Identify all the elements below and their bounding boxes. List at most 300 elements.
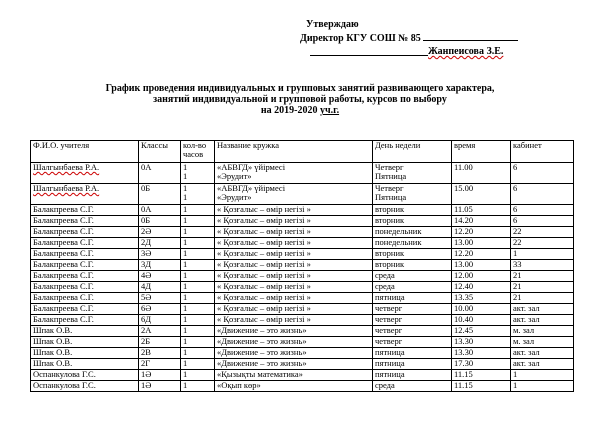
signature-line-top [423,31,518,41]
class-cell [139,348,181,359]
time-cell [452,238,511,249]
day-cell [373,184,452,205]
hours-cell [181,326,215,337]
document-title [0,83,600,116]
teacher-cell [31,282,139,293]
class-cell [139,326,181,337]
class-cell [139,249,181,260]
teacher-cell-text: Шпак О.В. [33,325,73,335]
hours-cell-text: 1 [183,325,188,335]
day-cell [373,216,452,227]
day-cell-text: пятница [375,358,405,368]
time-cell-text: 11.15 [454,380,473,390]
hours-cell [181,337,215,348]
time-cell-text: 12.20 [454,248,474,258]
club-cell [215,315,373,326]
class-cell-text: 6Д [141,314,152,324]
table-row [31,304,574,315]
table-row [31,293,574,304]
day-cell [373,337,452,348]
hours-cell [181,249,215,260]
hours-cell-text: 1 [183,303,188,313]
teacher-cell-text: Шпак О.В. [33,347,73,357]
room-cell [511,304,574,315]
room-cell-text: 21 [513,281,522,291]
teacher-cell-text: Балакпреева С.Г. [33,204,94,214]
teacher-cell [31,271,139,282]
class-cell-text: 2В [141,347,151,357]
club-cell [215,216,373,227]
hours-cell-text: 1 [183,183,188,193]
header-classes: Классы [139,141,181,163]
class-cell [139,315,181,326]
class-cell [139,337,181,348]
director-name: Жанпеисова З.Е. [428,46,504,57]
time-cell [452,370,511,381]
teacher-cell [31,260,139,271]
room-cell [511,381,574,392]
room-cell-text: 22 [513,237,522,247]
hours-cell-text: 1 [183,171,188,181]
time-cell-text: 13.35 [454,292,474,302]
hours-cell [181,271,215,282]
hours-cell [181,293,215,304]
table-row [31,184,574,205]
day-cell [373,205,452,216]
hours-cell [181,260,215,271]
room-cell-text: 6 [513,162,518,172]
header-teacher: Ф.И.О. учителя [31,141,139,163]
day-cell [373,227,452,238]
class-cell-text: 2Г [141,358,151,368]
approval-position-text: Директор КГУ СОШ № 85 [300,33,421,44]
room-cell-text: 22 [513,226,522,236]
club-cell-text: «АБВГД» үйірмесі [217,162,286,172]
club-cell [215,163,373,184]
club-cell-text: « Қозғалыс – өмір негізі » [217,248,311,258]
room-cell [511,348,574,359]
time-cell [452,205,511,216]
club-cell [215,238,373,249]
teacher-cell [31,337,139,348]
class-cell [139,370,181,381]
hours-cell-text: 1 [183,314,188,324]
room-cell-text: акт. зал [513,347,540,357]
room-cell [511,260,574,271]
class-cell [139,293,181,304]
hours-cell-text: 1 [183,248,188,258]
day-cell-text: пятница [375,292,405,302]
teacher-cell [31,216,139,227]
room-cell [511,337,574,348]
time-cell [452,381,511,392]
day-cell-text: вторник [375,215,405,225]
hours-cell-text: 1 [183,162,188,172]
club-cell-text: «Движение – это жизнь» [217,358,307,368]
room-cell-text: 6 [513,204,518,214]
class-cell [139,260,181,271]
teacher-cell-text: Балакпреева С.Г. [33,215,94,225]
title-line-2: занятий индивидуальной и групповой работы, курсов по выбору [153,94,447,105]
hours-cell [181,315,215,326]
header-club: Название кружка [215,141,373,163]
teacher-cell-text: Шпак О.В. [33,336,73,346]
time-cell [452,163,511,184]
class-cell-text: 2Б [141,336,151,346]
teacher-cell-text: Оспанкулова Г.С. [33,369,96,379]
club-cell [215,205,373,216]
class-cell [139,227,181,238]
table-row [31,163,574,184]
room-cell [511,370,574,381]
club-cell [215,381,373,392]
teacher-cell-text: Балакпреева С.Г. [33,259,94,269]
time-cell [452,304,511,315]
time-cell-text: 12.00 [454,270,474,280]
hours-cell-text: 1 [183,192,188,202]
teacher-cell [31,227,139,238]
class-cell-text: 4Д [141,281,152,291]
hours-cell [181,184,215,205]
day-cell [373,238,452,249]
room-cell [511,216,574,227]
header-hours-l1: кол-во [183,140,207,150]
club-cell [215,227,373,238]
table-row [31,337,574,348]
day-cell [373,282,452,293]
teacher-cell-text: Оспанкулова Г.С. [33,380,96,390]
room-cell-text: 33 [513,259,522,269]
teacher-cell [31,238,139,249]
hours-cell [181,216,215,227]
approval-position [300,31,518,45]
day-cell-text: четверг [375,336,403,346]
teacher-cell-text: Балакпреева С.Г. [33,281,94,291]
teacher-cell-text: Шпак О.В. [33,358,73,368]
club-cell-text: « Қозғалыс – өмір негізі » [217,292,311,302]
hours-cell [181,359,215,370]
time-cell-text: 14.20 [454,215,474,225]
room-cell-text: 1 [513,380,518,390]
club-cell-text: «Эрудит» [217,171,252,181]
club-cell [215,326,373,337]
table-row [31,315,574,326]
time-cell [452,227,511,238]
club-cell [215,260,373,271]
hours-cell [181,205,215,216]
club-cell [215,271,373,282]
room-cell-text: 6 [513,183,518,193]
day-cell-text: вторник [375,204,405,214]
class-cell-text: 3Д [141,259,152,269]
room-cell [511,238,574,249]
room-cell [511,293,574,304]
room-cell-text: акт. зал [513,303,540,313]
club-cell [215,359,373,370]
time-cell-text: 11.05 [454,204,473,214]
class-cell [139,359,181,370]
table-row [31,227,574,238]
room-cell [511,271,574,282]
class-cell-text: 6Ә [141,303,152,313]
class-cell [139,282,181,293]
club-cell [215,184,373,205]
time-cell [452,282,511,293]
table-row [31,348,574,359]
teacher-cell-text: Шалгынбаева Р.А. [33,183,100,193]
day-cell [373,315,452,326]
signature-line [310,55,428,56]
table-row [31,249,574,260]
teacher-cell-text: Балакпреева С.Г. [33,237,94,247]
header-hours [181,141,215,163]
room-cell [511,282,574,293]
teacher-cell [31,184,139,205]
hours-cell-text: 1 [183,380,188,390]
club-cell-text: « Қозғалыс – өмір негізі » [217,281,311,291]
class-cell [139,381,181,392]
club-cell-text: « Қозғалыс – өмір негізі » [217,314,311,324]
club-cell-text: «АБВГД» үйірмесі [217,183,286,193]
class-cell-text: 2Ә [141,226,152,236]
time-cell-text: 15.00 [454,183,474,193]
room-cell [511,184,574,205]
time-cell-text: 13.30 [454,347,474,357]
teacher-cell-text: Балакпреева С.Г. [33,248,94,258]
header-time: время [452,141,511,163]
room-cell [511,326,574,337]
day-cell-text: Пятница [375,171,407,181]
club-cell-text: « Қозғалыс – өмір негізі » [217,226,311,236]
day-cell-text: среда [375,380,395,390]
title-year-prefix: на 2019-2020 [260,105,321,116]
room-cell-text: акт. зал [513,358,540,368]
room-cell [511,205,574,216]
room-cell-text: м. зал [513,336,535,346]
time-cell-text: 13.30 [454,336,474,346]
day-cell [373,348,452,359]
hours-cell [181,227,215,238]
teacher-cell [31,163,139,184]
room-cell-text: 1 [513,248,518,258]
room-cell-text: м. зал [513,325,535,335]
room-cell [511,359,574,370]
club-cell-text: «Движение – это жизнь» [217,325,307,335]
hours-cell [181,348,215,359]
class-cell-text: 2А [141,325,152,335]
club-cell [215,249,373,260]
time-cell [452,348,511,359]
room-cell [511,163,574,184]
time-cell-text: 12.45 [454,325,474,335]
hours-cell-text: 1 [183,226,188,236]
class-cell-text: 1Ә [141,369,152,379]
class-cell-text: 1Ә [141,380,152,390]
day-cell [373,293,452,304]
club-cell [215,304,373,315]
day-cell-text: пятница [375,347,405,357]
teacher-cell [31,381,139,392]
room-cell-text: 21 [513,270,522,280]
title-line-3 [0,105,600,116]
teacher-cell [31,249,139,260]
teacher-cell-text: Балакпреева С.Г. [33,270,94,280]
time-cell [452,337,511,348]
hours-cell [181,238,215,249]
room-cell-text: 21 [513,292,522,302]
time-cell [452,315,511,326]
day-cell [373,359,452,370]
hours-cell-text: 1 [183,204,188,214]
teacher-cell [31,370,139,381]
club-cell-text: « Қозғалыс – өмір негізі » [217,270,311,280]
class-cell-text: 5Ә [141,292,152,302]
title-line-1: График проведения индивидуальных и групповых занятий развивающего характера, [105,83,495,94]
teacher-cell [31,304,139,315]
teacher-cell-text: Балакпреева С.Г. [33,226,94,236]
room-cell [511,227,574,238]
table-row [31,359,574,370]
club-cell [215,293,373,304]
hours-cell-text: 1 [183,259,188,269]
room-cell [511,315,574,326]
class-cell-text: 0Б [141,215,151,225]
table-row [31,326,574,337]
club-cell-text: « Қозғалыс – өмір негізі » [217,204,311,214]
day-cell-text: понедельник [375,237,422,247]
room-cell-text: 6 [513,215,518,225]
room-cell [511,249,574,260]
day-cell-text: четверг [375,303,403,313]
time-cell-text: 11.15 [454,369,473,379]
class-cell-text: 0Б [141,183,151,193]
club-cell-text: «Оқып көр» [217,380,261,390]
day-cell-text: четверг [375,325,403,335]
table-header-row [31,141,574,163]
title-year-suffix: уч.г. [320,105,340,116]
teacher-cell-text: Балакпреева С.Г. [33,314,94,324]
day-cell-text: Четверг [375,162,404,172]
room-cell-text: 1 [513,369,518,379]
day-cell-text: вторник [375,248,405,258]
day-cell-text: четверг [375,314,403,324]
time-cell [452,216,511,227]
day-cell-text: Пятница [375,192,407,202]
club-cell-text: «Қызықты математика» [217,369,303,379]
teacher-cell [31,348,139,359]
class-cell [139,216,181,227]
approval-block [300,18,518,58]
time-cell-text: 13.00 [454,237,474,247]
day-cell [373,381,452,392]
club-cell [215,337,373,348]
hours-cell-text: 1 [183,270,188,280]
day-cell [373,370,452,381]
hours-cell-text: 1 [183,358,188,368]
hours-cell-text: 1 [183,237,188,247]
time-cell [452,293,511,304]
day-cell [373,163,452,184]
club-cell [215,282,373,293]
class-cell-text: 2Д [141,237,152,247]
club-cell-text: «Движение – это жизнь» [217,347,307,357]
header-day: День недели [373,141,452,163]
club-cell-text: « Қозғалыс – өмір негізі » [217,237,311,247]
time-cell-text: 10.40 [454,314,474,324]
club-cell-text: « Қозғалыс – өмір негізі » [217,215,311,225]
header-hours-l2: часов [183,149,204,159]
hours-cell-text: 1 [183,281,188,291]
table-row [31,381,574,392]
table-row [31,260,574,271]
class-cell [139,184,181,205]
club-cell [215,348,373,359]
teacher-cell [31,205,139,216]
club-cell-text: «Движение – это жизнь» [217,336,307,346]
class-cell [139,304,181,315]
club-cell-text: « Қозғалыс – өмір негізі » [217,259,311,269]
hours-cell-text: 1 [183,292,188,302]
time-cell [452,249,511,260]
time-cell [452,184,511,205]
hours-cell [181,282,215,293]
table-row [31,238,574,249]
day-cell [373,271,452,282]
day-cell-text: пятница [375,369,405,379]
class-cell-text: 3Ә [141,248,152,258]
table-row [31,216,574,227]
day-cell-text: Четверг [375,183,404,193]
class-cell-text: 4Ә [141,270,152,280]
teacher-cell-text: Балакпреева С.Г. [33,292,94,302]
class-cell [139,163,181,184]
approval-label: Утверждаю [306,19,359,30]
teacher-cell-text: Балакпреева С.Г. [33,303,94,313]
class-cell [139,205,181,216]
club-cell [215,370,373,381]
time-cell-text: 10.00 [454,303,474,313]
time-cell [452,260,511,271]
time-cell-text: 17.30 [454,358,474,368]
class-cell [139,271,181,282]
time-cell-text: 13.00 [454,259,474,269]
day-cell [373,249,452,260]
hours-cell-text: 1 [183,347,188,357]
teacher-cell [31,359,139,370]
club-cell-text: « Қозғалыс – өмір негізі » [217,303,311,313]
time-cell-text: 12.20 [454,226,474,236]
class-cell-text: 0А [141,162,152,172]
teacher-cell [31,326,139,337]
class-cell [139,238,181,249]
table-row [31,370,574,381]
day-cell [373,304,452,315]
time-cell-text: 12.40 [454,281,474,291]
hours-cell [181,381,215,392]
time-cell [452,271,511,282]
hours-cell-text: 1 [183,215,188,225]
approval-director-row [300,45,518,58]
day-cell-text: среда [375,281,395,291]
time-cell [452,359,511,370]
hours-cell-text: 1 [183,336,188,346]
schedule-table [30,140,574,392]
hours-cell [181,163,215,184]
teacher-cell-text: Шалгынбаева Р.А. [33,162,100,172]
day-cell [373,260,452,271]
header-room: кабинет [511,141,574,163]
class-cell-text: 0А [141,204,152,214]
